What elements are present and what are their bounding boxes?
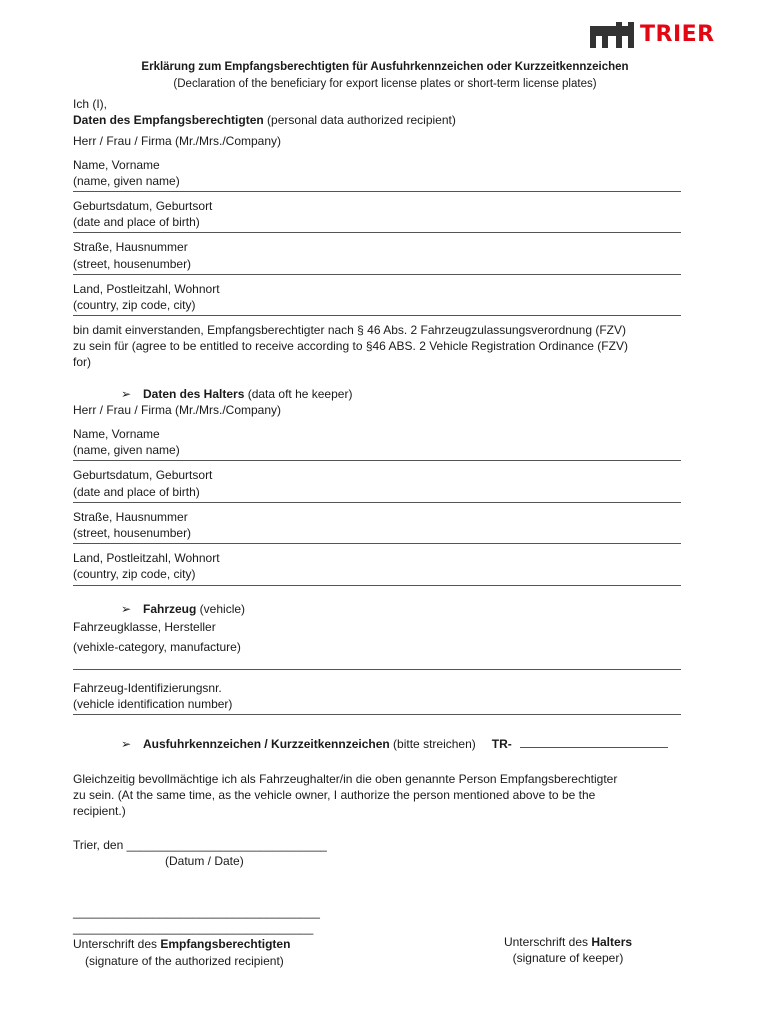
signature-label-prefix: Unterschrift des bbox=[503, 935, 592, 949]
field-label-de: Land, Postleitzahl, Wohnort bbox=[73, 281, 220, 296]
field-label-en: (date and place of birth) bbox=[73, 215, 200, 230]
signature-line-2[interactable]: ____________________________________ bbox=[73, 921, 314, 936]
recipient-heading-bold: Daten des Empfangsberechtigten bbox=[73, 113, 264, 128]
keeper-salutation: Herr / Frau / Firma (Mr./Mrs./Company) bbox=[73, 402, 282, 417]
form-title bbox=[0, 60, 770, 92]
vehicle-heading bbox=[73, 601, 681, 617]
field-label-en: (street, housenumber) bbox=[73, 256, 192, 271]
date-line bbox=[73, 837, 681, 853]
recipient-city-field[interactable] bbox=[73, 281, 681, 316]
title-german: Erklärung zum Empfangsberechtigten für Ausfuhrkennzeichen oder Kurzzeitkennzeichen bbox=[141, 61, 629, 73]
keeper-heading bbox=[73, 386, 681, 402]
signature-label-bold: Empfangsberechtigten bbox=[160, 937, 291, 952]
field-label-de: Name, Vorname bbox=[73, 157, 160, 172]
recipient-signature-caption: (signature of the authorized recipient) bbox=[85, 953, 284, 968]
keeper-birth-field[interactable] bbox=[73, 467, 681, 502]
keeper-street-field[interactable] bbox=[73, 509, 681, 544]
field-label-en: (country, zip code, city) bbox=[73, 297, 196, 312]
field-label-de: Name, Vorname bbox=[73, 427, 160, 441]
city-gate-icon bbox=[590, 22, 634, 48]
intro-ich: Ich (I), bbox=[73, 97, 108, 111]
recipient-heading-rest: (personal data authorized recipient) bbox=[263, 113, 456, 128]
plates-heading bbox=[73, 733, 681, 752]
vehicle-vin-field[interactable] bbox=[73, 680, 681, 715]
arrow-bullet-icon: ➢ bbox=[121, 601, 132, 616]
agreement-line-1: bin damit einverstanden, Empfangsberechtigter nach § 46 Abs. 2 Fahrzeugzulassungsverordnung (FZV) bbox=[73, 323, 626, 338]
authorization-line-1: Gleichzeitig bevollmächtige ich als Fahrzeughalter/in die oben genannte Person Empfangsberechtigter bbox=[73, 771, 618, 786]
field-label-en: (name, given name) bbox=[73, 443, 180, 458]
field-label-en: (vehixle-category, manufacture) bbox=[73, 639, 241, 654]
date-caption: (Datum / Date) bbox=[165, 854, 244, 869]
recipient-signature-label bbox=[73, 936, 320, 952]
vehicle-heading-bold: Fahrzeug bbox=[143, 601, 197, 616]
signature-label-bold: Halters bbox=[591, 935, 633, 949]
recipient-signature bbox=[73, 904, 320, 969]
plates-heading-bold: Ausfuhrkennzeichen / Kurzzeitkennzeichen bbox=[143, 737, 390, 752]
field-label-en: (name, given name) bbox=[73, 173, 180, 188]
date-blank-field[interactable]: ______________________________ bbox=[126, 838, 327, 853]
field-label-de: Straße, Hausnummer bbox=[73, 240, 188, 255]
field-label-de: Straße, Hausnummer bbox=[73, 509, 188, 524]
agreement-line-3: for) bbox=[73, 355, 91, 370]
authorization-line-2: zu sein. (At the same time, as the vehicle owner, I authorize the person mentioned above to be the bbox=[73, 787, 596, 802]
field-label-de: Geburtsdatum, Geburtsort bbox=[73, 198, 213, 213]
recipient-heading bbox=[73, 112, 681, 128]
field-label-en: (street, housenumber) bbox=[73, 525, 192, 540]
agreement-line-2: zu sein für (agree to be entitled to receive according to §46 ABS. 2 Vehicle Registration Ordinance (FZV) bbox=[73, 339, 628, 354]
field-label-de: Fahrzeugklasse, Hersteller bbox=[73, 619, 216, 634]
recipient-name-field[interactable] bbox=[73, 157, 681, 192]
logo-text: TRIER bbox=[640, 22, 715, 48]
arrow-bullet-icon: ➢ bbox=[121, 386, 132, 401]
field-label-de: Geburtsdatum, Geburtsort bbox=[73, 468, 213, 483]
keeper-city-field[interactable] bbox=[73, 550, 681, 585]
authorization-line-3: recipient.) bbox=[73, 804, 126, 818]
field-label-de: Land, Postleitzahl, Wohnort bbox=[73, 551, 220, 566]
title-english: (Declaration of the beneficiary for export license plates or short-term license plates) bbox=[173, 77, 597, 90]
date-place-prefix: Trier, den bbox=[73, 838, 127, 853]
recipient-birth-field[interactable] bbox=[73, 198, 681, 233]
signature-label-prefix: Unterschrift des bbox=[73, 937, 161, 952]
authorization-text bbox=[73, 771, 681, 820]
keeper-signature bbox=[498, 934, 638, 966]
plates-heading-rest: (bitte streichen) bbox=[389, 737, 476, 752]
keeper-signature-label bbox=[498, 934, 638, 950]
recipient-salutation: Herr / Frau / Firma (Mr./Mrs./Company) bbox=[73, 134, 282, 149]
keeper-name-field[interactable] bbox=[73, 426, 681, 461]
vehicle-category-field[interactable] bbox=[73, 619, 681, 670]
recipient-street-field[interactable] bbox=[73, 239, 681, 274]
vehicle-heading-rest: (vehicle) bbox=[196, 601, 246, 616]
plate-number-input[interactable] bbox=[520, 733, 668, 748]
field-label-en: (date and place of birth) bbox=[73, 484, 200, 499]
agreement-text bbox=[73, 322, 681, 371]
keeper-signature-caption: (signature of keeper) bbox=[512, 951, 624, 966]
plate-prefix: TR- bbox=[491, 737, 512, 752]
keeper-heading-bold: Daten des Halters bbox=[143, 386, 245, 401]
field-label-de: Fahrzeug-Identifizierungsnr. bbox=[73, 681, 222, 696]
field-label-en: (vehicle identification number) bbox=[73, 697, 233, 712]
signature-line-1[interactable]: _____________________________________ bbox=[73, 905, 320, 919]
arrow-bullet-icon: ➢ bbox=[121, 737, 132, 752]
field-label-en: (country, zip code, city) bbox=[73, 567, 196, 582]
form-body bbox=[73, 96, 681, 870]
keeper-heading-rest: (data oft he keeper) bbox=[244, 386, 353, 401]
trier-logo bbox=[590, 22, 715, 48]
